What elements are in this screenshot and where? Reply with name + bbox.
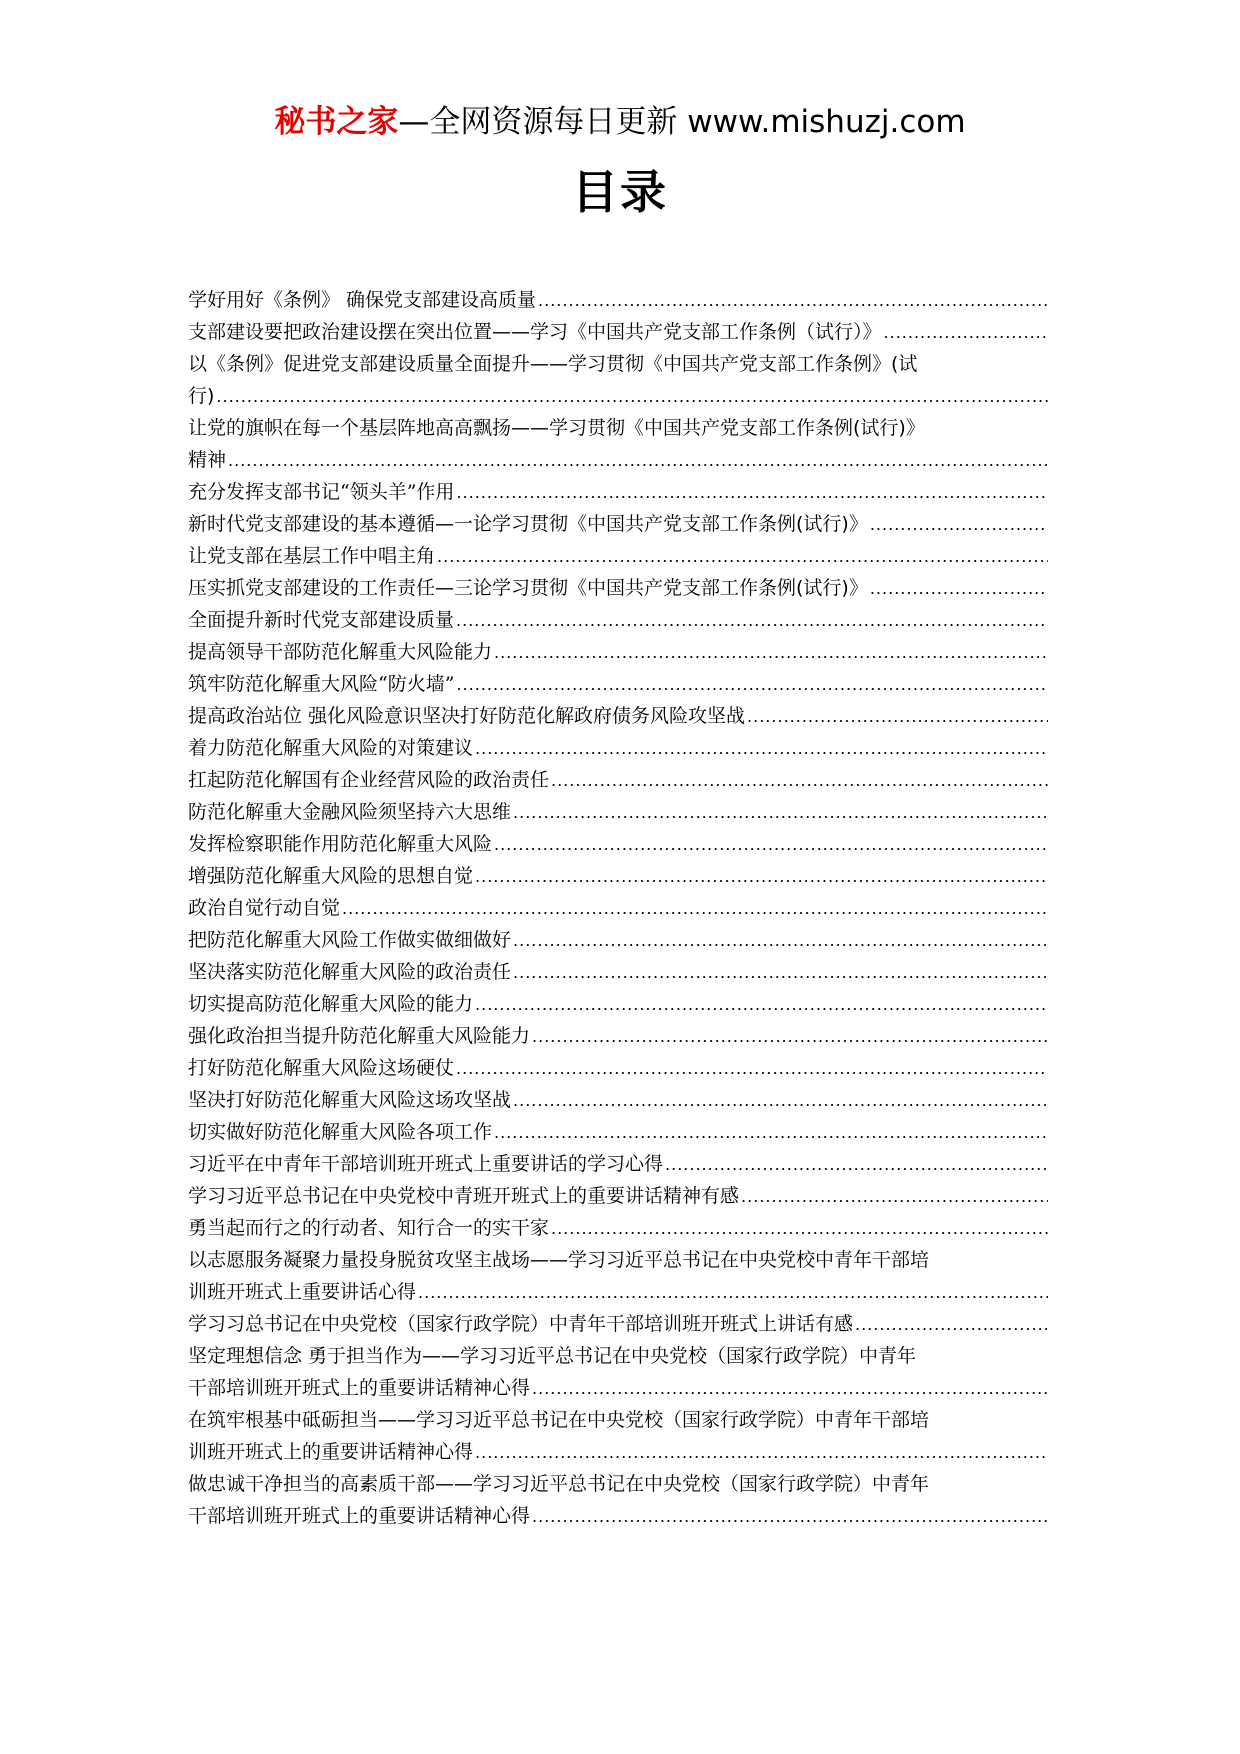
toc-leader-dots xyxy=(551,764,1048,796)
toc-entry-line xyxy=(188,796,1048,828)
toc-leader-dots xyxy=(532,1500,1048,1532)
toc-entry-subtitle: ——学习贯彻《中国共产党支部工作条例(试行)》 xyxy=(511,417,925,439)
toc-entry[interactable] xyxy=(188,572,1048,604)
toc-leader-dots xyxy=(741,1180,1048,1212)
toc-entry-title: 发挥检察职能作用防范化解重大风险 xyxy=(188,833,493,855)
toc-entry-title: 强化政治担当提升防范化解重大风险能力 xyxy=(188,1025,531,1047)
toc-entry-text xyxy=(188,956,511,988)
toc-entry-text xyxy=(188,828,492,860)
toc-entry-line xyxy=(188,1212,1048,1244)
toc-entry[interactable] xyxy=(188,1308,1048,1340)
toc-entry[interactable] xyxy=(188,1212,1048,1244)
toc-entry-text xyxy=(188,1276,416,1308)
toc-entry-text xyxy=(188,412,925,444)
toc-entry[interactable] xyxy=(188,1180,1048,1212)
toc-entry-title: 以志愿服务凝聚力量投身脱贫攻坚主战场 xyxy=(188,1249,531,1271)
toc-entry[interactable] xyxy=(188,1084,1048,1116)
toc-entry[interactable] xyxy=(188,1148,1048,1180)
toc-entry-line xyxy=(188,1084,1048,1116)
toc-entry[interactable] xyxy=(188,892,1048,924)
toc-entry-text xyxy=(188,1404,929,1436)
toc-entry-subtitle: ——学习习近平总书记在中央党校（国家行政学院）中青年 xyxy=(422,1345,917,1367)
toc-entry-subtitle: ——学习《中国共产党支部工作条例（试行）》 xyxy=(492,321,882,343)
toc-entry-line xyxy=(188,1500,1048,1532)
toc-entry-line xyxy=(188,316,1048,348)
toc-leader-dots xyxy=(475,1436,1048,1468)
toc-entry-subtitle: ——学习习近平总书记在中央党校中青年干部培 xyxy=(530,1249,930,1271)
toc-entry-line xyxy=(188,956,1048,988)
toc-entry-line xyxy=(188,348,1048,380)
toc-entry-text xyxy=(188,1244,929,1276)
toc-entry-text xyxy=(188,732,473,764)
toc-entry-line xyxy=(188,572,1048,604)
toc-leader-dots xyxy=(342,892,1048,924)
toc-leader-dots xyxy=(538,284,1048,316)
toc-entry-title: 坚决落实防范化解重大风险的政治责任 xyxy=(188,961,512,983)
toc-leader-dots xyxy=(513,924,1048,956)
toc-leader-dots xyxy=(884,316,1048,348)
toc-entry-text xyxy=(188,1500,530,1532)
toc-entry-line xyxy=(188,1116,1048,1148)
toc-entry-subtitle: 干部培训班开班式上的重要讲话精神心得 xyxy=(188,1377,531,1399)
toc-entry-text xyxy=(188,924,511,956)
toc-entry-text xyxy=(188,1308,853,1340)
toc-entry[interactable] xyxy=(188,284,1048,316)
toc-entry-line xyxy=(188,892,1048,924)
site-header xyxy=(0,100,1240,144)
toc-entry[interactable] xyxy=(188,1468,1048,1532)
toc-entry-line xyxy=(188,700,1048,732)
toc-entry-line xyxy=(188,284,1048,316)
toc-entry-title: 打好防范化解重大风险这场硬仗 xyxy=(188,1057,455,1079)
site-tagline: —全网资源每日更新 www.mishuzj.com xyxy=(398,104,966,140)
toc-entry[interactable] xyxy=(188,732,1048,764)
toc-entry[interactable] xyxy=(188,860,1048,892)
toc-entry[interactable] xyxy=(188,348,1048,412)
toc-leader-dots xyxy=(475,732,1048,764)
toc-entry-title: 筑牢防范化解重大风险“防火墙” xyxy=(188,673,455,695)
toc-entry-line xyxy=(188,1372,1048,1404)
toc-entry-subtitle: —三论学习贯彻《中国共产党支部工作条例(试行)》 xyxy=(435,577,868,599)
toc-entry-text xyxy=(188,988,473,1020)
toc-entry-text xyxy=(188,444,226,476)
toc-leader-dots xyxy=(456,604,1048,636)
toc-leader-dots xyxy=(747,700,1048,732)
table-of-contents xyxy=(188,284,1048,1532)
toc-entry[interactable] xyxy=(188,1116,1048,1148)
toc-entry-text xyxy=(188,1116,492,1148)
toc-entry[interactable] xyxy=(188,924,1048,956)
toc-leader-dots xyxy=(494,636,1048,668)
toc-entry-text xyxy=(188,636,492,668)
toc-leader-dots xyxy=(456,1052,1048,1084)
toc-entry[interactable] xyxy=(188,412,1048,476)
toc-entry-line xyxy=(188,1180,1048,1212)
toc-entry[interactable] xyxy=(188,508,1048,540)
toc-leader-dots xyxy=(456,476,1048,508)
toc-leader-dots xyxy=(551,1212,1048,1244)
toc-entry-text xyxy=(188,1340,916,1372)
toc-entry-text xyxy=(188,476,454,508)
toc-leader-dots xyxy=(665,1148,1048,1180)
toc-leader-dots xyxy=(855,1308,1048,1340)
toc-entry[interactable] xyxy=(188,700,1048,732)
toc-entry-line xyxy=(188,668,1048,700)
toc-leader-dots xyxy=(216,380,1048,412)
toc-entry[interactable] xyxy=(188,476,1048,508)
toc-leader-dots xyxy=(456,668,1048,700)
toc-entry-text xyxy=(188,764,549,796)
toc-leader-dots xyxy=(494,1116,1048,1148)
toc-entry-text xyxy=(188,1148,663,1180)
toc-leader-dots xyxy=(870,572,1048,604)
toc-entry-line xyxy=(188,1244,1048,1276)
toc-entry-title: 做忠诚干净担当的高素质干部 xyxy=(188,1473,436,1495)
toc-entry-line xyxy=(188,1308,1048,1340)
toc-entry[interactable] xyxy=(188,764,1048,796)
toc-entry-line xyxy=(188,380,1048,412)
toc-entry-line xyxy=(188,604,1048,636)
toc-entry[interactable] xyxy=(188,1404,1048,1468)
toc-entry-text xyxy=(188,348,917,380)
toc-entry-title: 在筑牢根基中砥砺担当 xyxy=(188,1409,379,1431)
toc-entry-text xyxy=(188,540,435,572)
toc-entry-line xyxy=(188,508,1048,540)
toc-entry[interactable] xyxy=(188,1052,1048,1084)
toc-entry[interactable] xyxy=(188,1340,1048,1404)
toc-leader-dots xyxy=(437,540,1048,572)
toc-entry-line xyxy=(188,1276,1048,1308)
toc-entry-text xyxy=(188,380,214,412)
toc-entry[interactable] xyxy=(188,316,1048,348)
toc-entry-title: 把防范化解重大风险工作做实做细做好 xyxy=(188,929,512,951)
toc-leader-dots xyxy=(228,444,1048,476)
toc-entry-subtitle: 精神 xyxy=(188,449,227,471)
toc-entry-text xyxy=(188,1020,530,1052)
toc-entry-subtitle: ——学习贯彻《中国共产党支部工作条例》(试 xyxy=(530,353,918,375)
toc-entry[interactable] xyxy=(188,828,1048,860)
toc-entry-line xyxy=(188,1052,1048,1084)
toc-entry-title: 坚定理想信念 勇于担当作为 xyxy=(188,1345,423,1367)
toc-leader-dots xyxy=(513,956,1048,988)
toc-entry-text xyxy=(188,316,882,348)
toc-entry-text xyxy=(188,284,536,316)
toc-entry-title: 坚决打好防范化解重大风险这场攻坚战 xyxy=(188,1089,512,1111)
toc-entry-title: 切实做好防范化解重大风险各项工作 xyxy=(188,1121,493,1143)
toc-entry[interactable] xyxy=(188,1244,1048,1308)
toc-leader-dots xyxy=(870,508,1048,540)
toc-entry-text xyxy=(188,1372,530,1404)
toc-entry-title: 支部建设要把政治建设摆在突出位置 xyxy=(188,321,493,343)
toc-entry-subtitle: 干部培训班开班式上的重要讲话精神心得 xyxy=(188,1505,531,1527)
toc-entry-text xyxy=(188,796,511,828)
toc-entry-line xyxy=(188,1020,1048,1052)
toc-entry-title: 着力防范化解重大风险的对策建议 xyxy=(188,737,474,759)
toc-entry[interactable] xyxy=(188,668,1048,700)
toc-leader-dots xyxy=(532,1020,1048,1052)
toc-entry-title: 让党的旗帜在每一个基层阵地高高飘扬 xyxy=(188,417,512,439)
toc-entry[interactable] xyxy=(188,604,1048,636)
toc-entry-line xyxy=(188,412,1048,444)
toc-entry-text xyxy=(188,1212,549,1244)
toc-entry-text xyxy=(188,700,745,732)
toc-entry-title: 防范化解重大金融风险须坚持六大思维 xyxy=(188,801,512,823)
toc-entry-line xyxy=(188,636,1048,668)
toc-entry-title: 压实抓党支部建设的工作责任 xyxy=(188,577,436,599)
toc-entry-line xyxy=(188,732,1048,764)
toc-entry-subtitle: —一论学习贯彻《中国共产党支部工作条例(试行)》 xyxy=(435,513,868,535)
toc-entry-title: 以《条例》促进党支部建设质量全面提升 xyxy=(188,353,531,375)
toc-entry-line xyxy=(188,1468,1048,1500)
toc-entry-text xyxy=(188,572,868,604)
toc-leader-dots xyxy=(513,1084,1048,1116)
toc-leader-dots xyxy=(532,1372,1048,1404)
toc-entry-title: 勇当起而行之的行动者、知行合一的实干家 xyxy=(188,1217,550,1239)
toc-entry-title: 切实提高防范化解重大风险的能力 xyxy=(188,993,474,1015)
toc-entry[interactable] xyxy=(188,956,1048,988)
toc-entry-text xyxy=(188,668,454,700)
toc-entry-line xyxy=(188,444,1048,476)
toc-entry-line xyxy=(188,1340,1048,1372)
toc-entry-line xyxy=(188,540,1048,572)
toc-entry-title: 习近平在中青年干部培训班开班式上重要讲话的学习心得 xyxy=(188,1153,664,1175)
site-brand: 秘书之家 xyxy=(274,104,399,140)
toc-entry-line xyxy=(188,860,1048,892)
toc-entry-line xyxy=(188,1148,1048,1180)
toc-entry-line xyxy=(188,988,1048,1020)
toc-entry[interactable] xyxy=(188,636,1048,668)
toc-entry-title: 充分发挥支部书记“领头羊”作用 xyxy=(188,481,455,503)
toc-entry[interactable] xyxy=(188,1020,1048,1052)
toc-entry-line xyxy=(188,1404,1048,1436)
toc-entry-title: 学习习总书记在中央党校（国家行政学院）中青年干部培训班开班式上讲话有感 xyxy=(188,1313,854,1335)
toc-entry-text xyxy=(188,860,473,892)
toc-entry-line xyxy=(188,924,1048,956)
toc-leader-dots xyxy=(418,1276,1048,1308)
toc-entry-title: 学好用好《条例》 确保党支部建设高质量 xyxy=(188,289,537,311)
toc-entry-subtitle: 训班开班式上的重要讲话精神心得 xyxy=(188,1441,474,1463)
page-title: 目录 xyxy=(572,165,668,219)
toc-entry[interactable] xyxy=(188,988,1048,1020)
toc-entry-line xyxy=(188,1436,1048,1468)
toc-entry-line xyxy=(188,764,1048,796)
toc-entry-text xyxy=(188,604,454,636)
toc-entry-subtitle: ——学习习近平总书记在中央党校（国家行政学院）中青年干部培 xyxy=(378,1409,930,1431)
toc-entry-text xyxy=(188,508,868,540)
toc-entry-text xyxy=(188,1084,511,1116)
toc-entry-line xyxy=(188,828,1048,860)
toc-entry-subtitle: ——学习习近平总书记在中央党校（国家行政学院）中青年 xyxy=(435,1473,930,1495)
toc-entry-line xyxy=(188,476,1048,508)
toc-entry-title: 提高领导干部防范化解重大风险能力 xyxy=(188,641,493,663)
toc-entry-text xyxy=(188,1052,454,1084)
toc-entry-subtitle: 行) xyxy=(188,385,215,407)
toc-entry-text xyxy=(188,892,340,924)
toc-entry-title: 新时代党支部建设的基本遵循 xyxy=(188,513,436,535)
toc-entry[interactable] xyxy=(188,796,1048,828)
toc-entry-title: 学习习近平总书记在中央党校中青班开班式上的重要讲话精神有感 xyxy=(188,1185,740,1207)
toc-entry-title: 让党支部在基层工作中唱主角 xyxy=(188,545,436,567)
toc-entry-title: 政治自觉行动自觉 xyxy=(188,897,341,919)
toc-entry-title: 提高政治站位 强化风险意识坚决打好防范化解政府债务风险攻坚战 xyxy=(188,705,746,727)
toc-entry[interactable] xyxy=(188,540,1048,572)
toc-entry-title: 全面提升新时代党支部建设质量 xyxy=(188,609,455,631)
toc-entry-text xyxy=(188,1436,473,1468)
toc-leader-dots xyxy=(494,828,1048,860)
toc-entry-text xyxy=(188,1468,929,1500)
toc-entry-text xyxy=(188,1180,739,1212)
toc-entry-subtitle: 训班开班式上重要讲话心得 xyxy=(188,1281,417,1303)
toc-leader-dots xyxy=(475,988,1048,1020)
toc-leader-dots xyxy=(475,860,1048,892)
toc-entry-title: 增强防范化解重大风险的思想自觉 xyxy=(188,865,474,887)
toc-entry-title: 扛起防范化解国有企业经营风险的政治责任 xyxy=(188,769,550,791)
toc-leader-dots xyxy=(513,796,1048,828)
